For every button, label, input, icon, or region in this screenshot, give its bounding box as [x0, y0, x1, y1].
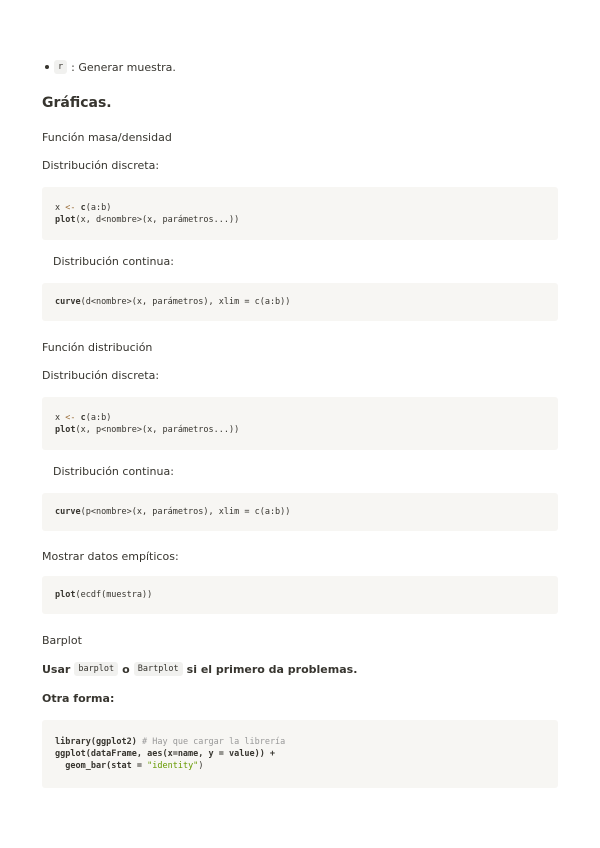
code-block-3[interactable]: x <- c(a:b) plot(x, p<nombre>(x, parámetros...)): [42, 397, 558, 450]
text-funcion-masa: Función masa/densidad: [42, 131, 172, 144]
usar-post: si el primero da problemas.: [186, 662, 358, 676]
text-mostrar-datos: Mostrar datos empíticos:: [42, 550, 179, 563]
usar-line: [42, 662, 357, 676]
text-dist-discreta-1: Distribución discreta:: [42, 159, 160, 172]
code-block-2[interactable]: curve(d<nombre>(x, parámetros), xlim = c(a:b)): [42, 283, 558, 321]
usar-mid: o: [122, 662, 130, 676]
code-block-5[interactable]: plot(ecdf(muestra)): [42, 576, 558, 614]
text-otra-forma: Otra forma:: [42, 692, 115, 705]
code-block-4[interactable]: curve(p<nombre>(x, parámetros), xlim = c(a:b)): [42, 493, 558, 531]
bullet-item: [54, 60, 176, 74]
bullet-text: : Generar muestra.: [71, 60, 176, 74]
heading-graficas: Gráficas.: [42, 95, 112, 111]
inline-code-barplot: barplot: [74, 662, 118, 676]
text-funcion-distribucion: Función distribución: [42, 341, 153, 354]
inline-code-r: r: [54, 60, 67, 74]
code-block-6[interactable]: library(ggplot2) # Hay que cargar la librería ggplot(dataFrame, aes(x=name, y = value)) + geom_bar(stat = "identity"): [42, 720, 558, 788]
text-dist-continua-2: Distribución continua:: [53, 465, 174, 478]
text-barplot: Barplot: [42, 634, 82, 647]
bullet-dot: [45, 65, 49, 69]
usar-pre: Usar: [42, 662, 71, 676]
text-dist-continua-1: Distribución continua:: [53, 255, 174, 268]
inline-code-bartplot: Bartplot: [134, 662, 183, 676]
code-block-1[interactable]: x <- c(a:b) plot(x, d<nombre>(x, parámetros...)): [42, 187, 558, 240]
text-dist-discreta-2: Distribución discreta:: [42, 369, 160, 382]
